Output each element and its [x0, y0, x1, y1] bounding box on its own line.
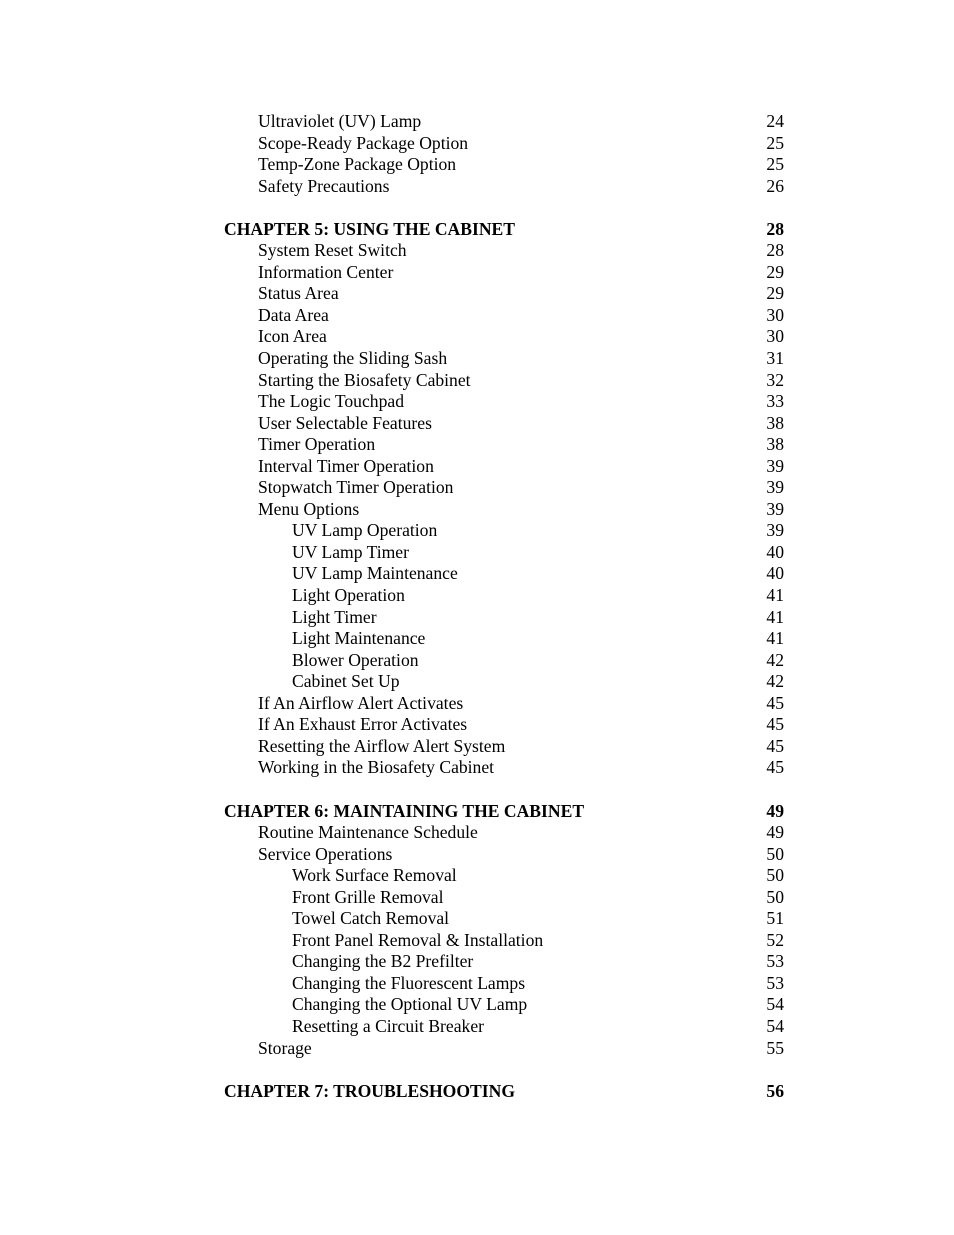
- toc-section-entry: [224, 391, 784, 413]
- toc-page-number: 51: [766, 908, 784, 929]
- toc-page-number: 40: [766, 541, 784, 562]
- toc-section-entry: [224, 930, 784, 952]
- toc-chapter-entry: [224, 219, 784, 241]
- toc-entry-title: UV Lamp Maintenance: [292, 563, 458, 584]
- toc-section-entry: [224, 844, 784, 866]
- toc-section-entry: [224, 714, 784, 736]
- toc-section-entry: [224, 499, 784, 521]
- toc-section-entry: [224, 283, 784, 305]
- toc-page-number: 30: [766, 326, 784, 347]
- toc-page-number: 25: [766, 154, 784, 175]
- toc-entry-title: UV Lamp Operation: [292, 520, 438, 541]
- toc-page-number: 45: [766, 692, 784, 713]
- toc-section-entry: [224, 951, 784, 973]
- toc-section-entry: [224, 111, 784, 133]
- toc-page-number: 45: [766, 757, 784, 778]
- toc-page-number: 39: [766, 520, 784, 541]
- toc-section-entry: [224, 607, 784, 629]
- toc-page-number: 28: [766, 218, 784, 239]
- toc-entry-title: Cabinet Set Up: [292, 671, 400, 692]
- toc-page-number: 56: [766, 1080, 784, 1101]
- toc-page-number: 53: [766, 951, 784, 972]
- toc-page-number: 31: [766, 348, 784, 369]
- toc-entry-title: Starting the Biosafety Cabinet: [258, 369, 471, 390]
- toc-section-entry: [224, 413, 784, 435]
- toc-entry-title: Service Operations: [258, 843, 393, 864]
- toc-entry-title: CHAPTER 6: MAINTAINING THE CABINET: [224, 800, 585, 821]
- toc-page-number: 53: [766, 972, 784, 993]
- toc-section-entry: [224, 563, 784, 585]
- toc-entry-title: CHAPTER 5: USING THE CABINET: [224, 218, 516, 239]
- toc-page-number: 39: [766, 455, 784, 476]
- toc-section-entry: [224, 671, 784, 693]
- toc-section-entry: [224, 326, 784, 348]
- toc-page-number: 54: [766, 1015, 784, 1036]
- toc-page-number: 25: [766, 132, 784, 153]
- toc-entry-title: Light Timer: [292, 606, 377, 627]
- toc-page-number: 29: [766, 261, 784, 282]
- toc-section-entry: [224, 1016, 784, 1038]
- toc-page-number: 42: [766, 671, 784, 692]
- toc-page-number: 41: [766, 628, 784, 649]
- toc-chapter-entry: [224, 801, 784, 823]
- toc-entry-title: Changing the Fluorescent Lamps: [292, 972, 526, 993]
- toc-page-number: 39: [766, 498, 784, 519]
- toc-entry-title: Blower Operation: [292, 649, 419, 670]
- toc-page-number: 24: [766, 111, 784, 131]
- toc-entry-title: Resetting the Airflow Alert System: [258, 735, 506, 756]
- toc-section-entry: [224, 650, 784, 672]
- toc-page-number: 39: [766, 477, 784, 498]
- toc-section-entry: [224, 305, 784, 327]
- toc-entry-title: Information Center: [258, 261, 394, 282]
- toc-entry-title: Light Operation: [292, 585, 405, 606]
- toc-entry-title: Resetting a Circuit Breaker: [292, 1015, 485, 1036]
- toc-section-entry: [224, 477, 784, 499]
- toc-section-entry: [224, 348, 784, 370]
- toc-section-entry: [224, 520, 784, 542]
- toc-section-entry: [224, 262, 784, 284]
- toc-entry-title: Data Area: [258, 304, 329, 325]
- toc-entry-title: Icon Area: [258, 326, 327, 347]
- toc-entry-title: User Selectable Features: [258, 412, 432, 433]
- toc-entry-title: Changing the Optional UV Lamp: [292, 994, 528, 1015]
- toc-entry-title: Operating the Sliding Sash: [258, 348, 448, 369]
- toc-entry-title: Interval Timer Operation: [258, 455, 434, 476]
- toc-entry-title: Towel Catch Removal: [292, 908, 450, 929]
- toc-page-number: 49: [766, 800, 784, 821]
- toc-section-entry: [224, 1038, 784, 1060]
- toc-entry-title: Storage: [258, 1037, 312, 1058]
- toc-entry-title: Routine Maintenance Schedule: [258, 822, 478, 843]
- toc-section-entry: [224, 154, 784, 176]
- table-of-contents: [224, 111, 784, 1102]
- toc-page-number: 55: [766, 1037, 784, 1058]
- toc-page-number: 33: [766, 391, 784, 412]
- toc-page-number: 52: [766, 929, 784, 950]
- toc-entry-title: Stopwatch Timer Operation: [258, 477, 454, 498]
- toc-section-entry: [224, 456, 784, 478]
- toc-entry-title: Timer Operation: [258, 434, 376, 455]
- toc-page-number: 38: [766, 412, 784, 433]
- toc-entry-title: If An Exhaust Error Activates: [258, 714, 468, 735]
- toc-section-entry: [224, 822, 784, 844]
- toc-section-entry: [224, 973, 784, 995]
- toc-section-entry: [224, 994, 784, 1016]
- toc-section-entry: [224, 736, 784, 758]
- toc-page-number: 42: [766, 649, 784, 670]
- toc-entry-title: Changing the B2 Prefilter: [292, 951, 474, 972]
- toc-page-number: 45: [766, 714, 784, 735]
- toc-section-entry: [224, 693, 784, 715]
- toc-section-entry: [224, 865, 784, 887]
- toc-entry-title: Status Area: [258, 283, 339, 304]
- toc-page-number: 41: [766, 606, 784, 627]
- toc-entry-title: If An Airflow Alert Activates: [258, 692, 464, 713]
- toc-section-entry: [224, 176, 784, 198]
- toc-page-number: 45: [766, 735, 784, 756]
- toc-section-entry: [224, 133, 784, 155]
- toc-page-number: 38: [766, 434, 784, 455]
- toc-section-entry: [224, 434, 784, 456]
- toc-entry-title: Temp-Zone Package Option: [258, 154, 457, 175]
- toc-entry-title: The Logic Touchpad: [258, 391, 404, 412]
- toc-page-number: 54: [766, 994, 784, 1015]
- toc-page-number: 41: [766, 585, 784, 606]
- toc-page-number: 26: [766, 175, 784, 196]
- toc-section-entry: [224, 757, 784, 779]
- toc-entry-title: Work Surface Removal: [292, 865, 457, 886]
- toc-entry-title: Safety Precautions: [258, 175, 390, 196]
- toc-page-number: 29: [766, 283, 784, 304]
- toc-page-number: 49: [766, 822, 784, 843]
- toc-section-entry: [224, 240, 784, 262]
- toc-entry-title: Scope-Ready Package Option: [258, 132, 469, 153]
- toc-entry-title: Front Grille Removal: [292, 886, 444, 907]
- toc-section-entry: [224, 370, 784, 392]
- toc-section-entry: [224, 585, 784, 607]
- toc-entry-title: CHAPTER 7: TROUBLESHOOTING: [224, 1080, 516, 1101]
- toc-page-number: 50: [766, 843, 784, 864]
- toc-chapter-entry: [224, 1081, 784, 1103]
- toc-section-entry: [224, 908, 784, 930]
- toc-entry-title: Light Maintenance: [292, 628, 426, 649]
- toc-page-number: 40: [766, 563, 784, 584]
- toc-page-number: 50: [766, 865, 784, 886]
- toc-page-number: 28: [766, 240, 784, 261]
- toc-section-entry: [224, 542, 784, 564]
- toc-entry-title: Working in the Biosafety Cabinet: [258, 757, 495, 778]
- toc-entry-title: UV Lamp Timer: [292, 541, 409, 562]
- toc-section-entry: [224, 628, 784, 650]
- toc-page-number: 50: [766, 886, 784, 907]
- toc-entry-title: System Reset Switch: [258, 240, 407, 261]
- toc-entry-title: Front Panel Removal & Installation: [292, 929, 544, 950]
- toc-page-number: 30: [766, 304, 784, 325]
- toc-entry-title: Menu Options: [258, 498, 360, 519]
- toc-section-entry: [224, 887, 784, 909]
- toc-page-number: 32: [766, 369, 784, 390]
- toc-entry-title: Ultraviolet (UV) Lamp: [258, 111, 422, 131]
